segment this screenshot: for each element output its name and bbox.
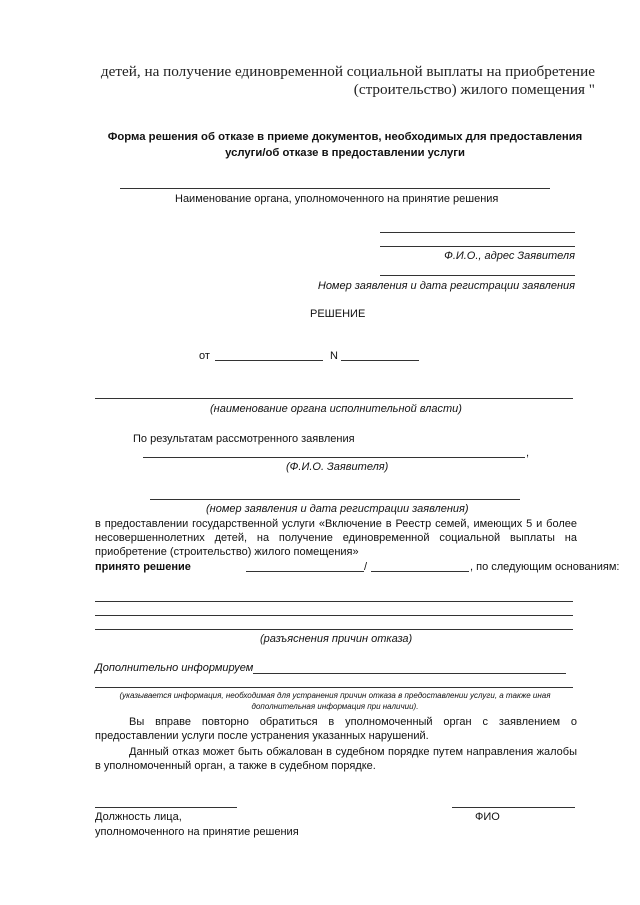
- date-line: [215, 360, 323, 361]
- header-line-2: (строительство) жилого помещения ": [353, 81, 595, 98]
- service-paragraph: в предоставлении государственной услуги «Включение в Реестр семей, имеющих 5 и более несовершеннолетних детей, на получение единовременной социальной выплаты на приобретение (строительство) жилого помещения»: [95, 518, 577, 558]
- number-label: N: [330, 350, 338, 362]
- applicant-name-caption: (Ф.И.О. Заявителя): [286, 461, 389, 473]
- organ-caption: Наименование органа, уполномоченного на принятие решения: [175, 193, 499, 205]
- additional-caption: (указывается информация, необходимая для устранения причин отказа в предоставлении услуги, а также иная дополнительная информация при наличии).: [119, 691, 551, 711]
- number-line: [341, 360, 419, 361]
- position-signature-line: [95, 807, 237, 808]
- results-text: По результатам рассмотренного заявления: [133, 433, 355, 445]
- applicant-caption: Ф.И.О., адрес Заявителя: [444, 250, 575, 262]
- reasons-line-3: [95, 629, 573, 630]
- reasons-caption: (разъяснения причин отказа): [260, 633, 413, 645]
- appeal-paragraph: Данный отказ может быть обжалован в судебном порядке путем направления жалобы в уполномоченный орган, а также в судебном порядке.: [95, 746, 577, 772]
- application-line: [380, 275, 575, 276]
- form-title: Форма решения об отказе в приеме документов, необходимых для предоставления услуги/об отказе в предоставлении услуги: [107, 131, 583, 159]
- organ-name-line: [120, 188, 550, 189]
- decision-bold-label: принято решение: [95, 561, 191, 573]
- signer-fio: ФИО: [475, 811, 500, 823]
- signer-position-line-2: уполномоченного на принятие решения: [95, 826, 299, 838]
- reasons-line-1: [95, 601, 573, 602]
- signer-position-line-1: Должность лица,: [95, 811, 182, 823]
- right-to-reapply-paragraph: Вы вправе повторно обратиться в уполномоченный орган с заявлением о предоставлении услуги после устранения указанных нарушений.: [95, 716, 577, 742]
- header-line-1: детей, на получение единовременной социальной выплаты на приобретение: [100, 63, 595, 80]
- fio-signature-line: [452, 807, 575, 808]
- exec-organ-line: [95, 398, 573, 399]
- decision-slash: /: [364, 561, 368, 573]
- additional-label: Дополнительно информируем: [95, 662, 254, 674]
- decision-heading: РЕШЕНИЕ: [310, 308, 366, 320]
- application-reg-caption: (номер заявления и дата регистрации заявления): [206, 503, 469, 515]
- additional-line-2: [95, 687, 573, 688]
- reasons-line-2: [95, 615, 573, 616]
- decision-rest: , по следующим основаниям:: [470, 561, 620, 573]
- decision-line-2: [371, 571, 469, 572]
- applicant-line-1: [380, 232, 575, 233]
- applicant-name-comma: ,: [526, 447, 530, 459]
- date-label: от: [199, 350, 210, 362]
- additional-line-1: [253, 673, 566, 674]
- applicant-name-line: [143, 457, 525, 458]
- applicant-line-2: [380, 246, 575, 247]
- decision-line-1: [246, 571, 364, 572]
- application-caption: Номер заявления и дата регистрации заявления: [317, 280, 575, 292]
- exec-organ-caption: (наименование органа исполнительной власти): [210, 403, 462, 415]
- application-reg-line: [150, 499, 520, 500]
